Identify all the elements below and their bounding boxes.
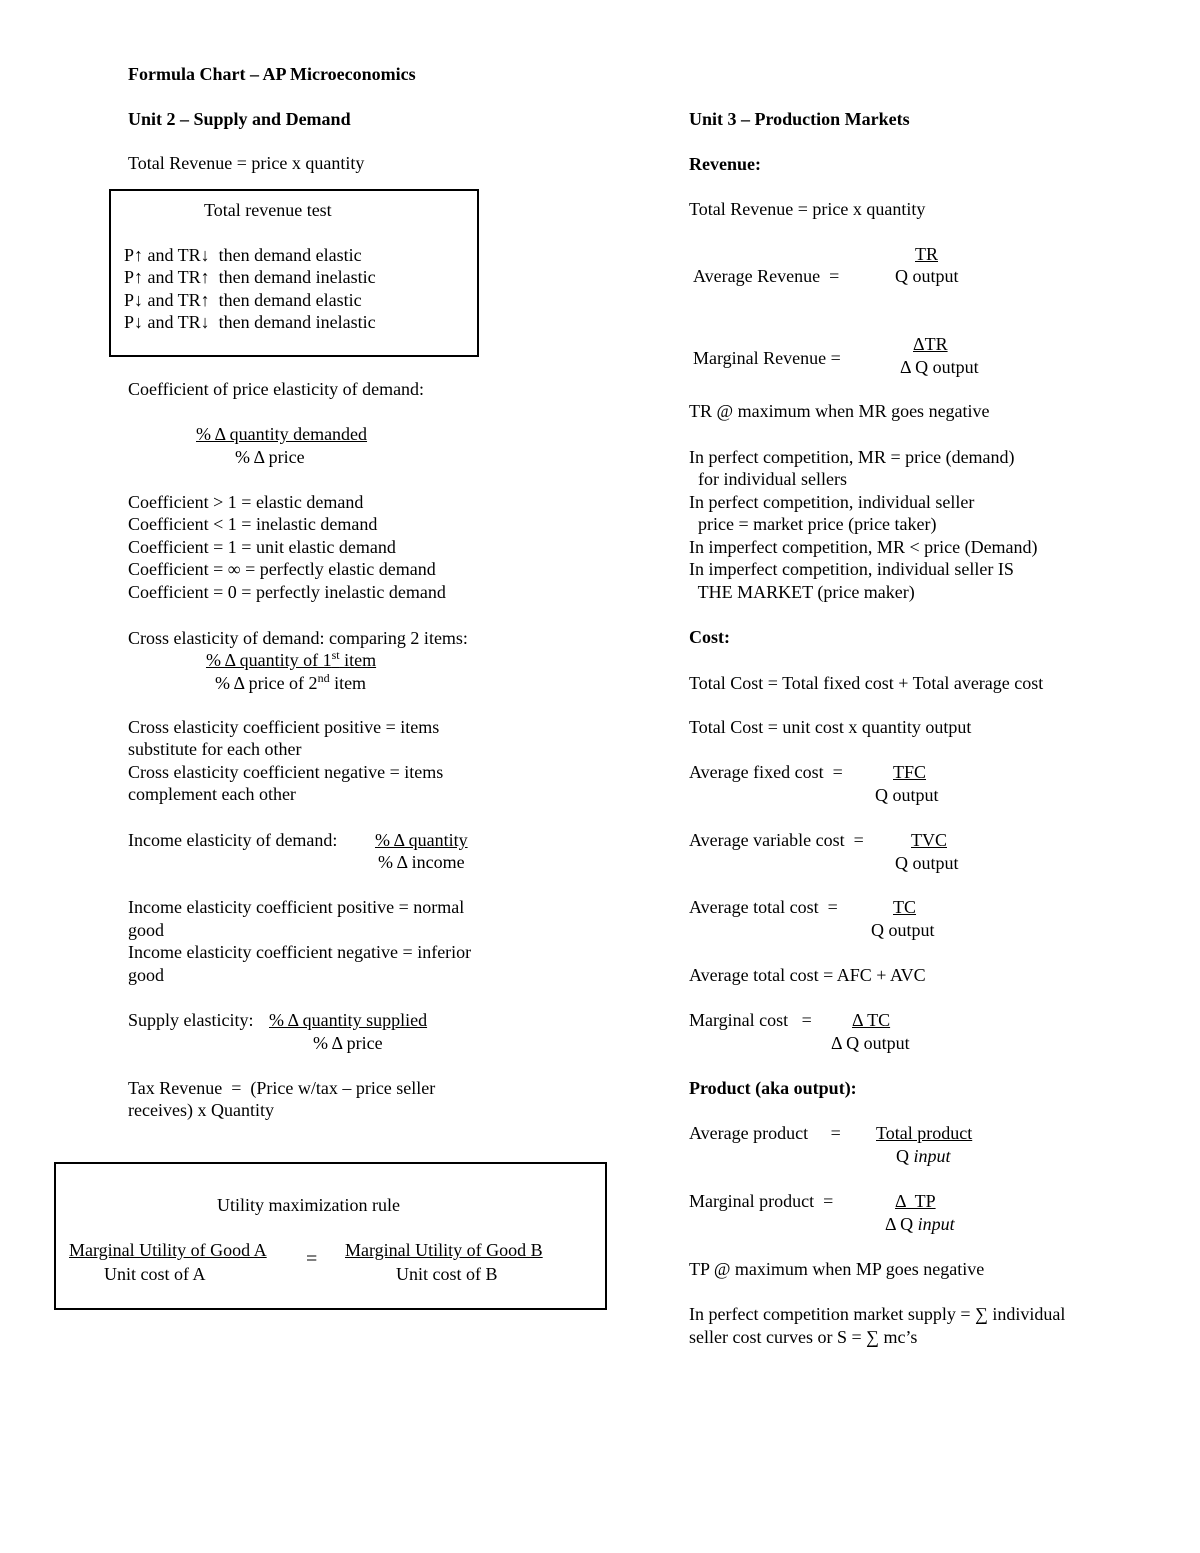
utility-rule-title: Utility maximization rule [217, 1195, 400, 1215]
supply-elasticity-denominator: % Δ price [313, 1033, 383, 1053]
income-note: good [128, 920, 164, 940]
ped-label: Coefficient of price elasticity of demand: [128, 379, 425, 399]
average-revenue-numerator: TR [915, 244, 939, 264]
utility-denominator-b: Unit cost of B [396, 1264, 498, 1284]
total-cost-formula: Total Cost = Total fixed cost + Total average cost [689, 673, 1044, 693]
atc-denominator: Q output [871, 920, 935, 940]
market-supply-line: In perfect competition market supply = ∑ individual [689, 1304, 1066, 1324]
competition-line: In perfect competition, individual seller [689, 492, 975, 512]
avc-label: Average variable cost = [689, 830, 864, 850]
average-revenue-label: Average Revenue = [693, 266, 840, 286]
ap-numerator: Total product [876, 1123, 973, 1143]
cross-note: Cross elasticity coefficient negative = items [128, 762, 444, 782]
competition-line: In imperfect competition, MR < price (Demand) [689, 537, 1038, 557]
avc-numerator: TVC [911, 830, 947, 850]
income-elasticity-numerator: % Δ quantity [375, 830, 468, 850]
cross-note: substitute for each other [128, 739, 302, 759]
average-revenue-denominator: Q output [895, 266, 959, 286]
mc-label: Marginal cost = [689, 1010, 812, 1030]
total-revenue-formula-right: Total Revenue = price x quantity [689, 199, 926, 219]
utility-numerator-b: Marginal Utility of Good B [345, 1240, 543, 1260]
income-note: Income elasticity coefficient negative = inferior [128, 942, 472, 962]
marginal-revenue-numerator: ΔTR [913, 334, 948, 354]
atc-numerator: TC [893, 897, 917, 917]
cost-heading: Cost: [689, 627, 730, 647]
tr-maximum-note: TR @ maximum when MR goes negative [689, 401, 990, 421]
tr-test-row: P↑ and TR↓ then demand elastic [124, 245, 362, 265]
cross-elasticity-label: Cross elasticity of demand: comparing 2 items: [128, 628, 468, 648]
marginal-revenue-denominator: Δ Q output [900, 357, 979, 377]
ap-denominator: Q input [896, 1146, 951, 1166]
utility-numerator-a: Marginal Utility of Good A [69, 1240, 267, 1260]
utility-equals: = [306, 1248, 318, 1270]
atc-sum-formula: Average total cost = AFC + AVC [689, 965, 926, 985]
coefficient-line: Coefficient = ∞ = perfectly elastic demand [128, 559, 436, 579]
tax-revenue-line: Tax Revenue = (Price w/tax – price seller [128, 1078, 436, 1098]
cross-elasticity-denominator: % Δ price of 2nd item [215, 671, 367, 693]
mc-denominator: Δ Q output [831, 1033, 910, 1053]
competition-line: for individual sellers [689, 469, 847, 489]
coefficient-line: Coefficient > 1 = elastic demand [128, 492, 364, 512]
competition-line: In imperfect competition, individual seller IS [689, 559, 1014, 579]
income-note: Income elasticity coefficient positive = normal [128, 897, 465, 917]
coefficient-line: Coefficient = 1 = unit elastic demand [128, 537, 396, 557]
mc-numerator: Δ TC [852, 1010, 891, 1030]
page-title: Formula Chart – AP Microeconomics [128, 64, 416, 84]
unit3-heading: Unit 3 – Production Markets [689, 109, 910, 129]
income-elasticity-label: Income elasticity of demand: [128, 830, 338, 850]
supply-elasticity-numerator: % Δ quantity supplied [269, 1010, 428, 1030]
mp-label: Marginal product = [689, 1191, 834, 1211]
utility-maximization-box [54, 1162, 607, 1310]
afc-label: Average fixed cost = [689, 762, 843, 782]
ap-label: Average product = [689, 1123, 841, 1143]
tr-test-title: Total revenue test [204, 200, 332, 220]
cross-note: Cross elasticity coefficient positive = items [128, 717, 440, 737]
competition-line: price = market price (price taker) [689, 514, 937, 534]
atc-label: Average total cost = [689, 897, 838, 917]
competition-line: THE MARKET (price maker) [689, 582, 915, 602]
tax-revenue-line: receives) x Quantity [128, 1100, 274, 1120]
coefficient-line: Coefficient = 0 = perfectly inelastic demand [128, 582, 446, 602]
afc-numerator: TFC [893, 762, 927, 782]
utility-denominator-a: Unit cost of A [104, 1264, 206, 1284]
marginal-revenue-label: Marginal Revenue = [693, 348, 841, 368]
product-heading: Product (aka output): [689, 1078, 857, 1098]
ped-numerator: % Δ quantity demanded [196, 424, 368, 444]
tr-test-row: P↑ and TR↑ then demand inelastic [124, 267, 376, 287]
revenue-heading: Revenue: [689, 154, 761, 174]
unit2-heading: Unit 2 – Supply and Demand [128, 109, 351, 129]
avc-denominator: Q output [895, 853, 959, 873]
tr-test-row: P↓ and TR↑ then demand elastic [124, 290, 362, 310]
market-supply-line: seller cost curves or S = ∑ mc’s [689, 1327, 918, 1347]
tp-maximum-note: TP @ maximum when MP goes negative [689, 1259, 985, 1279]
cross-elasticity-numerator: % Δ quantity of 1st item [206, 648, 377, 670]
supply-elasticity-label: Supply elasticity: [128, 1010, 254, 1030]
total-revenue-formula: Total Revenue = price x quantity [128, 153, 365, 173]
mp-numerator: Δ TP [895, 1191, 936, 1211]
mp-denominator: Δ Q input [885, 1214, 955, 1234]
income-elasticity-denominator: % Δ income [378, 852, 465, 872]
total-cost-formula: Total Cost = unit cost x quantity output [689, 717, 972, 737]
ped-denominator: % Δ price [235, 447, 305, 467]
income-note: good [128, 965, 164, 985]
coefficient-line: Coefficient < 1 = inelastic demand [128, 514, 378, 534]
cross-note: complement each other [128, 784, 296, 804]
competition-line: In perfect competition, MR = price (demand) [689, 447, 1015, 467]
afc-denominator: Q output [875, 785, 939, 805]
tr-test-row: P↓ and TR↓ then demand inelastic [124, 312, 376, 332]
